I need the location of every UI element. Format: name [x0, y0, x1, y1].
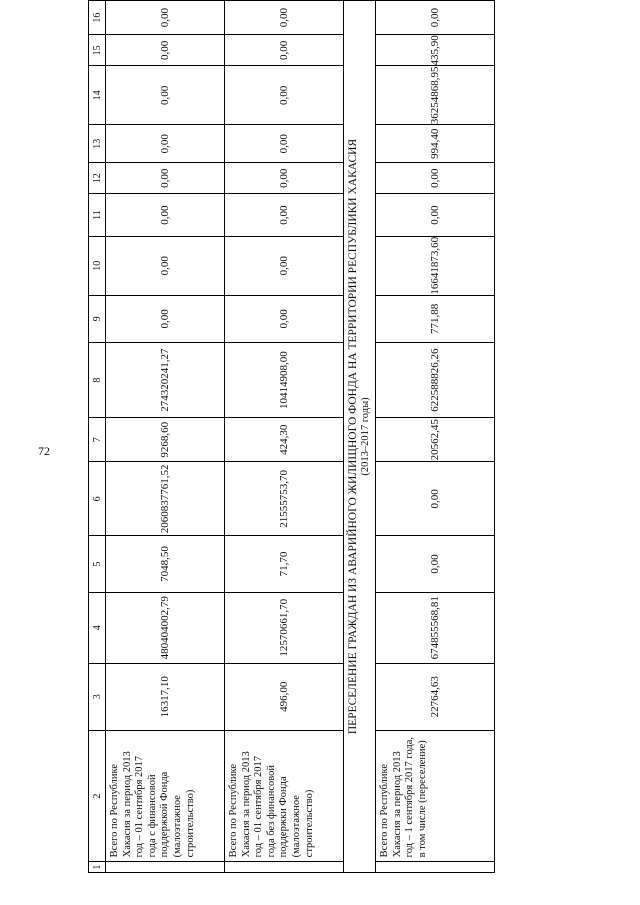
- value-cell: 7048,50: [106, 536, 225, 592]
- value-cell: 10414908,00: [225, 343, 344, 418]
- section-row: [344, 1, 376, 873]
- value-cell: 20562,45: [376, 418, 495, 462]
- table-row: [376, 1, 495, 873]
- value-cell: 12570661,70: [225, 592, 344, 663]
- value-cell: 274320241,27: [106, 343, 225, 418]
- housing-table: [88, 0, 495, 873]
- header-cell: 13: [89, 125, 106, 163]
- header-cell: 8: [89, 343, 106, 418]
- value-cell: 16317,10: [106, 663, 225, 730]
- value-cell: 0,00: [376, 1, 495, 35]
- value-cell: 0,00: [106, 236, 225, 295]
- value-cell: 0,00: [106, 125, 225, 163]
- value-cell: 622588826,26: [376, 343, 495, 418]
- value-cell: 21555753,70: [225, 462, 344, 536]
- value-cell: 0,00: [106, 1, 225, 35]
- header-row: [89, 1, 106, 873]
- row-index-cell: [376, 862, 495, 873]
- value-cell: 771,88: [376, 295, 495, 342]
- value-cell: 0,00: [225, 236, 344, 295]
- header-cell: 2: [89, 730, 106, 862]
- value-cell: 0,00: [106, 35, 225, 66]
- table-row: [225, 1, 344, 873]
- header-cell: 11: [89, 194, 106, 237]
- value-cell: 0,00: [225, 125, 344, 163]
- value-cell: 480404002,79: [106, 592, 225, 663]
- header-cell: 15: [89, 35, 106, 66]
- row-description: Всего по Республике Хакасия за период 2013 год – 01 сентября 2017 года с финансовой поддержкой Фонда (малоэтажное строительство): [106, 730, 225, 862]
- value-cell: 0,00: [225, 35, 344, 66]
- header-cell: 7: [89, 418, 106, 462]
- value-cell: 496,00: [225, 663, 344, 730]
- header-cell: 16: [89, 1, 106, 35]
- row-description: Всего по Республике Хакасия за период 2013 год – 01 сентября 2017 года без финансовой поддержки Фонда (малоэтажное строительство): [225, 730, 344, 862]
- header-cell: 12: [89, 163, 106, 194]
- value-cell: 0,00: [376, 536, 495, 592]
- header-cell: 3: [89, 663, 106, 730]
- value-cell: 22764,63: [376, 663, 495, 730]
- value-cell: 16641873,60: [376, 236, 495, 295]
- value-cell: 674855568,81: [376, 592, 495, 663]
- value-cell: 36254868,95: [376, 66, 495, 125]
- value-cell: 0,00: [376, 194, 495, 237]
- header-cell: 4: [89, 592, 106, 663]
- value-cell: 0,00: [106, 295, 225, 342]
- value-cell: 0,00: [106, 163, 225, 194]
- header-cell: 9: [89, 295, 106, 342]
- row-index-cell: [106, 862, 225, 873]
- value-cell: 0,00: [225, 1, 344, 35]
- section-subtitle: (2013–2017 годы): [360, 397, 372, 476]
- value-cell: 0,00: [225, 194, 344, 237]
- value-cell: 994,40: [376, 125, 495, 163]
- header-cell: 10: [89, 236, 106, 295]
- value-cell: 71,70: [225, 536, 344, 592]
- section-title: ПЕРЕСЕЛЕНИЕ ГРАЖДАН ИЗ АВАРИЙНОГО ЖИЛИЩНОГО ФОНДА НА ТЕРРИТОРИИ РЕСПУБЛИКИ ХАКАСИЯ: [346, 138, 359, 735]
- value-cell: 0,00: [225, 66, 344, 125]
- section-banner: [344, 1, 376, 873]
- row-description: Всего по Республике Хакасия за период 2013 год – 1 сентября 2017 года, в том числе (переселение): [376, 730, 495, 862]
- value-cell: 0,00: [106, 66, 225, 125]
- value-cell: 0,00: [376, 462, 495, 536]
- header-cell: 14: [89, 66, 106, 125]
- header-cell: 5: [89, 536, 106, 592]
- value-cell: 2060837761,52: [106, 462, 225, 536]
- value-cell: 0,00: [376, 163, 495, 194]
- row-index-cell: [225, 862, 344, 873]
- value-cell: 0,00: [225, 163, 344, 194]
- header-cell: 1: [89, 862, 106, 873]
- table-row: [106, 1, 225, 873]
- value-cell: 0,00: [106, 194, 225, 237]
- page-number: 72: [38, 444, 50, 458]
- value-cell: 9268,60: [106, 418, 225, 462]
- header-cell: 6: [89, 462, 106, 536]
- value-cell: 435,90: [376, 35, 495, 66]
- value-cell: 0,00: [225, 295, 344, 342]
- value-cell: 424,30: [225, 418, 344, 462]
